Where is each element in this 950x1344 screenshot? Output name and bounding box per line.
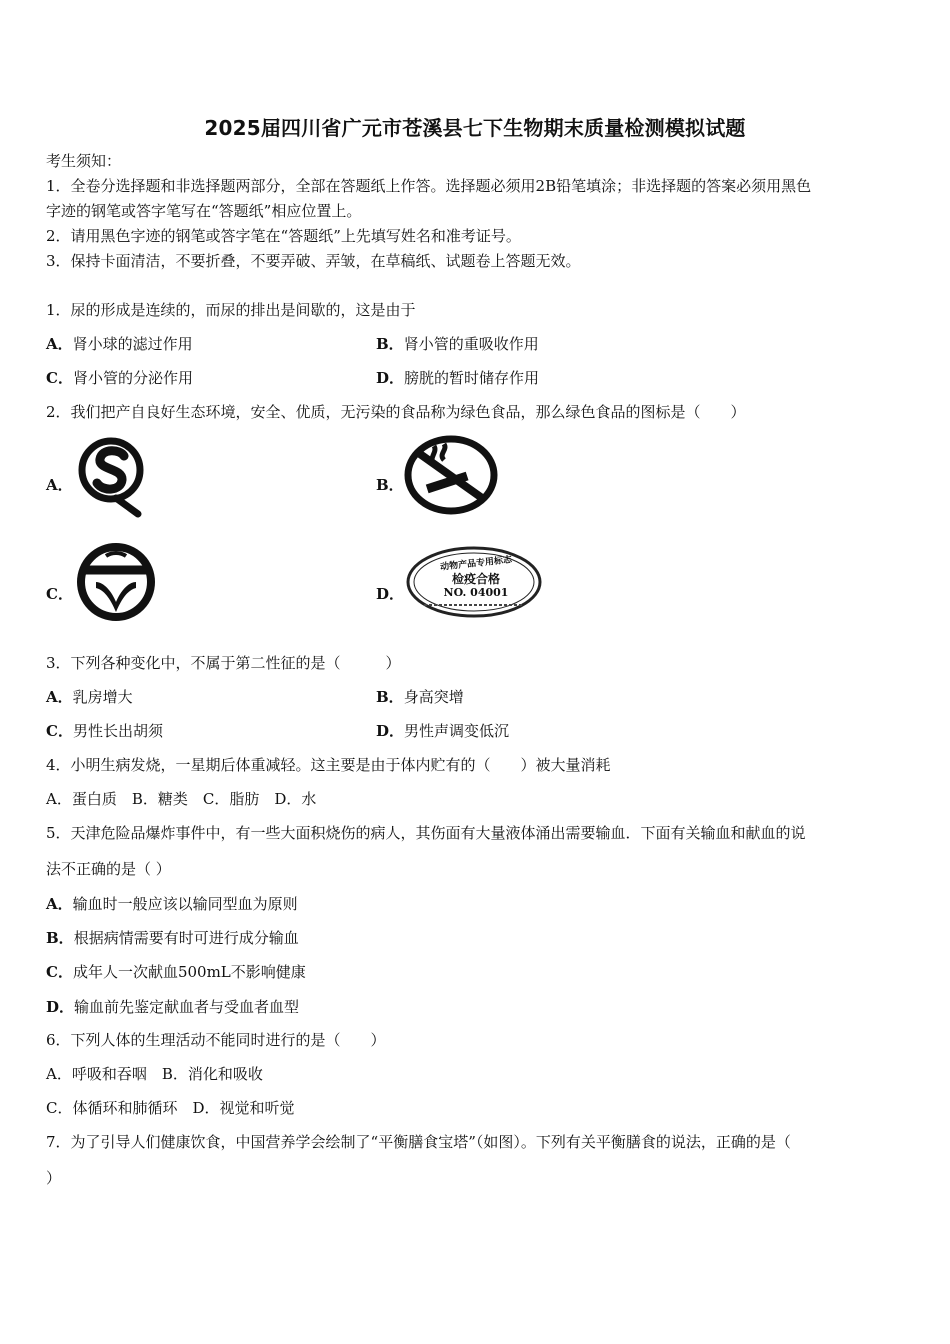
option-text: 输血时一般应该以输同型血为原则 (72, 895, 298, 913)
option-label: B． (46, 929, 74, 947)
question-7-stem-cont: ） (46, 1169, 62, 1187)
q2-option-d-label: D． (376, 585, 405, 603)
q2-option-b-label: B． (376, 476, 404, 494)
no-smoking-icon (404, 436, 500, 514)
option-text: 男性长出胡须 (72, 722, 163, 740)
q3-option-a (46, 687, 133, 707)
option-label: D． (376, 369, 405, 387)
q1-option-b (376, 334, 539, 354)
option-text: 肾小管的分泌作用 (72, 369, 193, 387)
option-text: 膀胱的暂时储存作用 (404, 369, 540, 387)
option-label: C． (46, 722, 73, 740)
question-4-stem: 4．小明生病发烧，一星期后体重减轻。这主要是由于体内贮有的（ ）被大量消耗 (46, 756, 611, 774)
option-text: 输血前先鉴定献血者与受血者血型 (74, 998, 300, 1016)
option-label: C． (46, 369, 73, 387)
option-text: 男性声调变低沉 (404, 722, 510, 740)
question-5-stem-cont: 法不正确的是（ ） (46, 860, 171, 878)
q3-option-c (46, 721, 163, 741)
option-label: C． (46, 963, 73, 981)
qs-logo-icon (76, 432, 148, 518)
question-1-stem: 1．尿的形成是连续的，而尿的排出是间歇的，这是由于 (46, 301, 416, 319)
q1-option-d (376, 368, 539, 388)
option-text: 身高突增 (403, 688, 464, 706)
option-label: D． (376, 722, 405, 740)
question-3-stem: 3．下列各种变化中，不属于第二性征的是（ ） (46, 654, 401, 672)
notice-item: 2．请用黑色字迹的钢笔或答字笔在“答题纸”上先填写姓名和准考证号。 (46, 227, 521, 245)
option-text: 成年人一次献血500mL不影响健康 (72, 963, 306, 981)
option-label: B． (376, 335, 404, 353)
q5-option-a (46, 894, 298, 914)
q1-option-a (46, 334, 193, 354)
q4-options: A．蛋白质 B．糖类 C．脂肪 D．水 (46, 790, 317, 808)
q6-options-row2: C．体循环和肺循环 D．视觉和听觉 (46, 1099, 295, 1117)
question-2-stem: 2．我们把产自良好生态环境，安全、优质，无污染的食品称为绿色食品，那么绿色食品的图标是（ ） (46, 403, 746, 421)
q5-option-d (46, 997, 299, 1017)
notice-item: 字迹的钢笔或答字笔写在“答题纸”相应位置上。 (46, 202, 362, 220)
stamp-text: 检疫合格 (451, 572, 500, 586)
q5-option-c (46, 962, 306, 982)
option-label: D． (46, 998, 75, 1016)
page-title: 2025届四川省广元市苍溪县七下生物期末质量检测模拟试题 (204, 116, 746, 140)
notice-item: 1．全卷分选择题和非选择题两部分，全部在答题纸上作答。选择题必须用2B铅笔填涂；非选择题的答案必须用黑色 (46, 177, 812, 195)
option-label: A． (46, 895, 73, 913)
stamp-text: 动物产品专用标志 (439, 555, 513, 573)
q5-option-b (46, 928, 299, 948)
question-5-stem: 5．天津危险品爆炸事件中，有一些大面积烧伤的病人，其伤面有大量液体涌出需要输血．下面有关输血和献血的说 (46, 824, 806, 842)
q3-option-d (376, 721, 509, 741)
option-label: A． (46, 688, 73, 706)
option-text: 根据病情需要有时可进行成分输血 (73, 929, 299, 947)
option-label: A． (46, 335, 73, 353)
question-6-stem: 6．下列人体的生理活动不能同时进行的是（ ） (46, 1031, 386, 1049)
green-food-icon (76, 542, 156, 622)
q2-option-c-label: C． (46, 585, 73, 603)
q1-option-c (46, 368, 193, 388)
option-label: B． (376, 688, 404, 706)
q3-option-b (376, 687, 464, 707)
option-text: 肾小球的滤过作用 (72, 335, 193, 353)
question-7-stem: 7．为了引导人们健康饮食，中国营养学会绘制了“平衡膳食宝塔”（如图）。下列有关平衡膳食的说法，正确的是（ (46, 1133, 791, 1151)
option-text: 肾小管的重吸收作用 (403, 335, 539, 353)
option-text: 乳房增大 (72, 688, 133, 706)
q6-options-row1: A．呼吸和吞咽 B．消化和吸收 (46, 1065, 263, 1083)
q2-option-a-label: A． (46, 476, 73, 494)
notice-item: 3．保持卡面清洁，不要折叠，不要弄破、弄皱，在草稿纸、试题卷上答题无效。 (46, 252, 581, 270)
notice-heading: 考生须知： (46, 152, 122, 170)
stamp-text: NO. 04001 (443, 586, 509, 599)
